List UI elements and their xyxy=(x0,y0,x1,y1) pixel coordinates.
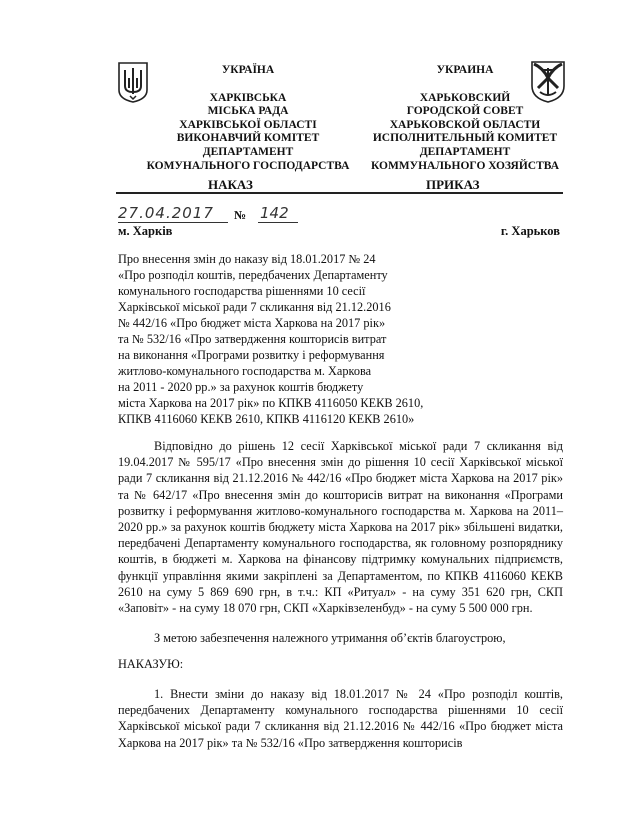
header-left-country: УКРАЇНА xyxy=(221,64,275,76)
subject-line: міста Харкова на 2017 рік» по КПКВ 4116050 КЕКВ 2610, xyxy=(118,396,424,410)
header-right-line: КОММУНАЛЬНОГО ХОЗЯЙСТВА xyxy=(370,159,560,172)
paragraph-text: Відповідно до рішень 12 сесії Харківської міської ради 7 скликання від 19.04.2017 № 595/17 «Про внесення змін до рішення 10 сесії Харківської міської ради 7 скликання від 21.12.2016 № 442/16 «Про бюджет міста Харкова на 2017 рік» та № 642/17 «Про внесення змін до кошторисів витрат на виконання «Програми розвитку і реформування житлово-комунального господарства м. Харкова на 2011–2020 рр.» за рахунок коштів бюджету міста Харкова на 2017 рік» збільшені видатки, передбачені Департаменту комунального господарства, як головному розпоряднику коштів, в бюджеті м. Харкова на фінансову підтримку комунальних підприємств, функції управління якими закріплені за Департаментом, по КПКВ 4116060 КЕКВ 2610 на суму 5 869 690 грн, в т.ч.: КП «Ритуал» - на суму 351 620 грн, СКП «Заповіт» - на суму 18 070 грн, СКП «Харківзеленбуд» - на суму 5 500 000 грн. xyxy=(118,439,563,616)
header-left-line: ХАРКІВСЬКОЇ ОБЛАСТІ xyxy=(179,118,317,131)
header-right-line: ХАРЬКОВСКОЙ ОБЛАСТИ xyxy=(389,118,541,131)
subject-line: Про внесення змін до наказу від 18.01.2017 № 24 xyxy=(118,252,376,266)
order-title-ua: НАКАЗ xyxy=(208,177,253,192)
paragraph-text: З метою забезпечення належного утримання об’єктів благоустрою, xyxy=(154,631,506,645)
header-divider xyxy=(116,192,563,194)
header-right-line: ДЕПАРТАМЕНТ xyxy=(419,145,511,158)
subject-line: на 2011 - 2020 рр.» за рахунок коштів бюджету xyxy=(118,380,364,394)
subject-line: «Про розподіл коштів, передбачених Департаменту xyxy=(118,268,388,282)
city-ua: м. Харків xyxy=(118,224,173,238)
date-underline xyxy=(118,222,228,223)
paragraph-purpose xyxy=(118,630,563,646)
subject-line: Харківської міської ради 7 скликання від 21.12.2016 xyxy=(118,300,391,314)
paragraph-text: НАКАЗУЮ: xyxy=(118,657,184,671)
header-right-line: ХАРЬКОВСКИЙ xyxy=(419,91,511,104)
header-right-line: ИСПОЛНИТЕЛЬНЫЙ КОМИТЕТ xyxy=(372,132,558,145)
city-ru: г. Харьков xyxy=(500,224,560,238)
header-left-line: ДЕПАРТАМЕНТ xyxy=(202,145,294,158)
header-right xyxy=(360,64,570,173)
header-right-country: УКРАИНА xyxy=(436,64,494,76)
subject-line: КПКВ 4116060 КЕКВ 2610, КПКВ 4116120 КЕКВ 2610» xyxy=(118,412,415,426)
order-title-ru: ПРИКАЗ xyxy=(426,177,480,192)
subject-line: комунального господарства рішеннями 10 сесії xyxy=(118,284,366,298)
subject-line: житлово-комунального господарства м. Харкова xyxy=(118,364,372,378)
paragraph-item-1 xyxy=(118,686,563,751)
paragraph-order-word xyxy=(118,656,563,672)
header-left-line: КОМУНАЛЬНОГО ГОСПОДАРСТВА xyxy=(146,159,350,172)
header-left-line: ХАРКІВСЬКА xyxy=(209,91,287,104)
paragraph-basis xyxy=(118,438,563,616)
handwritten-number: 142 xyxy=(260,204,289,222)
subject-line: на виконання «Програми розвитку і реформування xyxy=(118,348,385,362)
number-underline xyxy=(258,222,298,223)
header-right-line: ГОРОДСКОЙ СОВЕТ xyxy=(406,105,524,118)
header-left-line: ВИКОНАВЧИЙ КОМІТЕТ xyxy=(176,132,320,145)
header-left xyxy=(128,64,368,173)
subject-line: та № 532/16 «Про затвердження кошторисів витрат xyxy=(118,332,387,346)
header-left-line: МІСЬКА РАДА xyxy=(207,105,289,118)
paragraph-text: 1. Внести зміни до наказу від 18.01.2017 № 24 «Про розподіл коштів, передбачених Департаменту комунального господарства рішеннями 10 сесії Харківської міської ради 7 скликання від 21.12.2016 № 442/16 «Про бюджет міста Харкова на 2017 рік» та № 532/16 «Про затвердження кошторисів xyxy=(118,687,563,750)
handwritten-date: 27.04.2017 xyxy=(118,204,214,222)
number-label: № xyxy=(234,208,247,222)
subject-line: № 442/16 «Про бюджет міста Харкова на 2017 рік» xyxy=(118,316,386,330)
order-subject xyxy=(118,251,538,427)
